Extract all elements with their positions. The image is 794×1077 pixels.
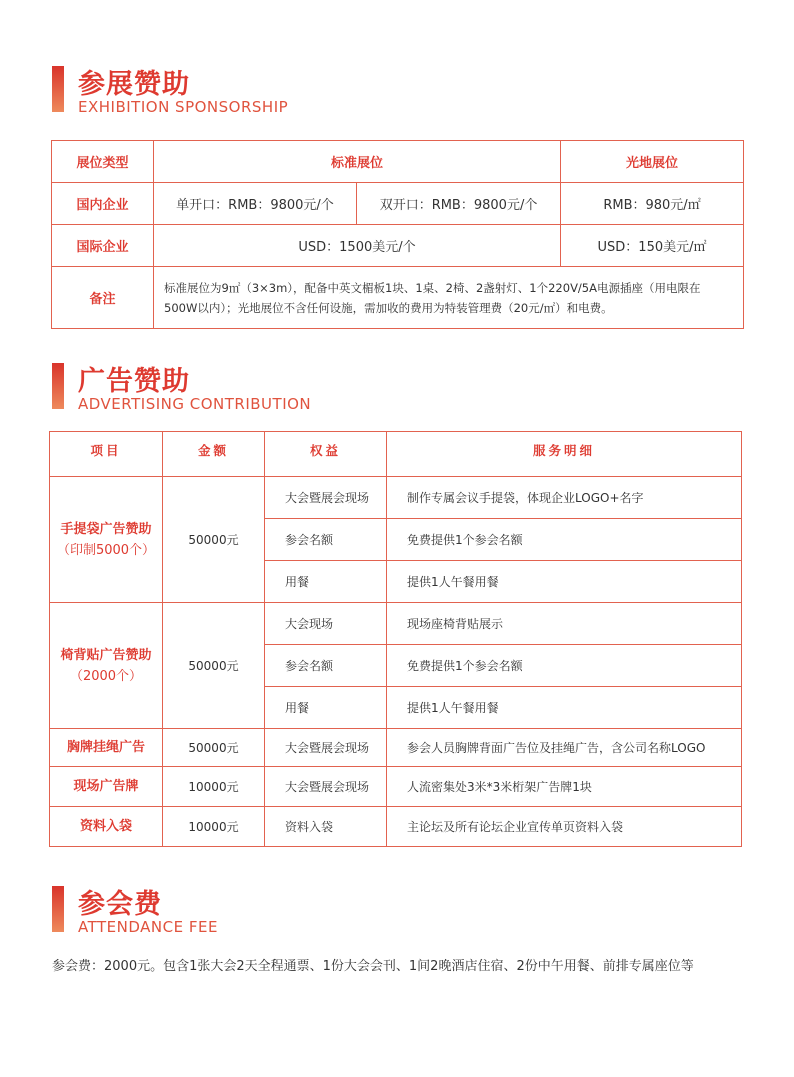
row-label-domestic: 国内企业 [52, 183, 154, 225]
group-amount: 50000元 [163, 477, 265, 603]
header-standard-booth: 标准展位 [154, 141, 561, 183]
header-details: 服务明细 [387, 432, 742, 477]
group-amount: 10000元 [163, 767, 265, 807]
note-text: 标准展位为9㎡（3×3m），配备中英文楣板1块、1桌、2椅、2盏射灯、1个220V/5A电源插座（用电限在500W以内）；光地展位不含任何设施，需加收的费用为特装管理费（20元/㎡）和电费。 [154, 267, 744, 329]
advertising-table [49, 431, 742, 847]
right-cell: 大会暨展会现场 [265, 729, 387, 767]
header-raw-space: 光地展位 [561, 141, 744, 183]
domestic-double-price: 双开口：RMB：9800元/个 [357, 183, 561, 225]
heading-accent-bar [52, 363, 64, 409]
detail-cell: 提供1人午餐用餐 [387, 561, 742, 603]
group-subtitle: （印制5000个） [56, 542, 156, 558]
heading-title-zh: 广告赞助 [78, 366, 190, 397]
right-cell: 资料入袋 [265, 807, 387, 847]
domestic-single-price: 单开口：RMB：9800元/个 [154, 183, 357, 225]
domestic-raw-price: RMB：980元/㎡ [561, 183, 744, 225]
group-name: 现场广告牌 [50, 767, 163, 807]
detail-cell: 免费提供1个参会名额 [387, 519, 742, 561]
right-cell: 大会暨展会现场 [265, 477, 387, 519]
heading-title-en: ADVERTISING CONTRIBUTION [78, 395, 312, 413]
heading-title-zh: 参会费 [78, 889, 162, 920]
right-cell: 用餐 [265, 687, 387, 729]
heading-title-zh: 参展赞助 [78, 69, 190, 100]
detail-cell: 现场座椅背贴展示 [387, 603, 742, 645]
heading-accent-bar [52, 66, 64, 112]
group-name-cell [50, 477, 163, 603]
group-name: 资料入袋 [50, 807, 163, 847]
header-rights: 权益 [265, 432, 387, 477]
right-cell: 用餐 [265, 561, 387, 603]
right-cell: 参会名额 [265, 645, 387, 687]
header-booth-type: 展位类型 [52, 141, 154, 183]
group-name: 胸牌挂绳广告 [50, 729, 163, 767]
detail-cell: 提供1人午餐用餐 [387, 687, 742, 729]
group-amount: 10000元 [163, 807, 265, 847]
group-subtitle: （2000个） [69, 668, 143, 684]
international-standard-price: USD：1500美元/个 [154, 225, 561, 267]
detail-cell: 制作专属会议手提袋，体现企业LOGO+名字 [387, 477, 742, 519]
group-name-cell [50, 603, 163, 729]
row-label-note: 备注 [52, 267, 154, 329]
heading-title-en: ATTENDANCE FEE [78, 918, 218, 936]
attendance-fee-text: 参会费：2000元。包含1张大会2天全程通票、1份大会会刊、1间2晚酒店住宿、2份中午用餐、前排专属座位等 [52, 959, 694, 974]
detail-cell: 人流密集处3米*3米桁架广告牌1块 [387, 767, 742, 807]
heading-accent-bar [52, 886, 64, 932]
detail-cell: 主论坛及所有论坛企业宣传单页资料入袋 [387, 807, 742, 847]
detail-cell: 免费提供1个参会名额 [387, 645, 742, 687]
exhibition-table [51, 140, 744, 329]
right-cell: 大会现场 [265, 603, 387, 645]
group-amount: 50000元 [163, 729, 265, 767]
heading-title-en: EXHIBITION SPONSORSHIP [78, 98, 289, 116]
header-item: 项目 [50, 432, 163, 477]
group-name: 椅背贴广告赞助 [60, 647, 152, 663]
right-cell: 大会暨展会现场 [265, 767, 387, 807]
international-raw-price: USD：150美元/㎡ [561, 225, 744, 267]
row-label-international: 国际企业 [52, 225, 154, 267]
group-amount: 50000元 [163, 603, 265, 729]
detail-cell: 参会人员胸牌背面广告位及挂绳广告，含公司名称LOGO [387, 729, 742, 767]
header-amount: 金额 [163, 432, 265, 477]
right-cell: 参会名额 [265, 519, 387, 561]
group-name: 手提袋广告赞助 [60, 521, 152, 537]
